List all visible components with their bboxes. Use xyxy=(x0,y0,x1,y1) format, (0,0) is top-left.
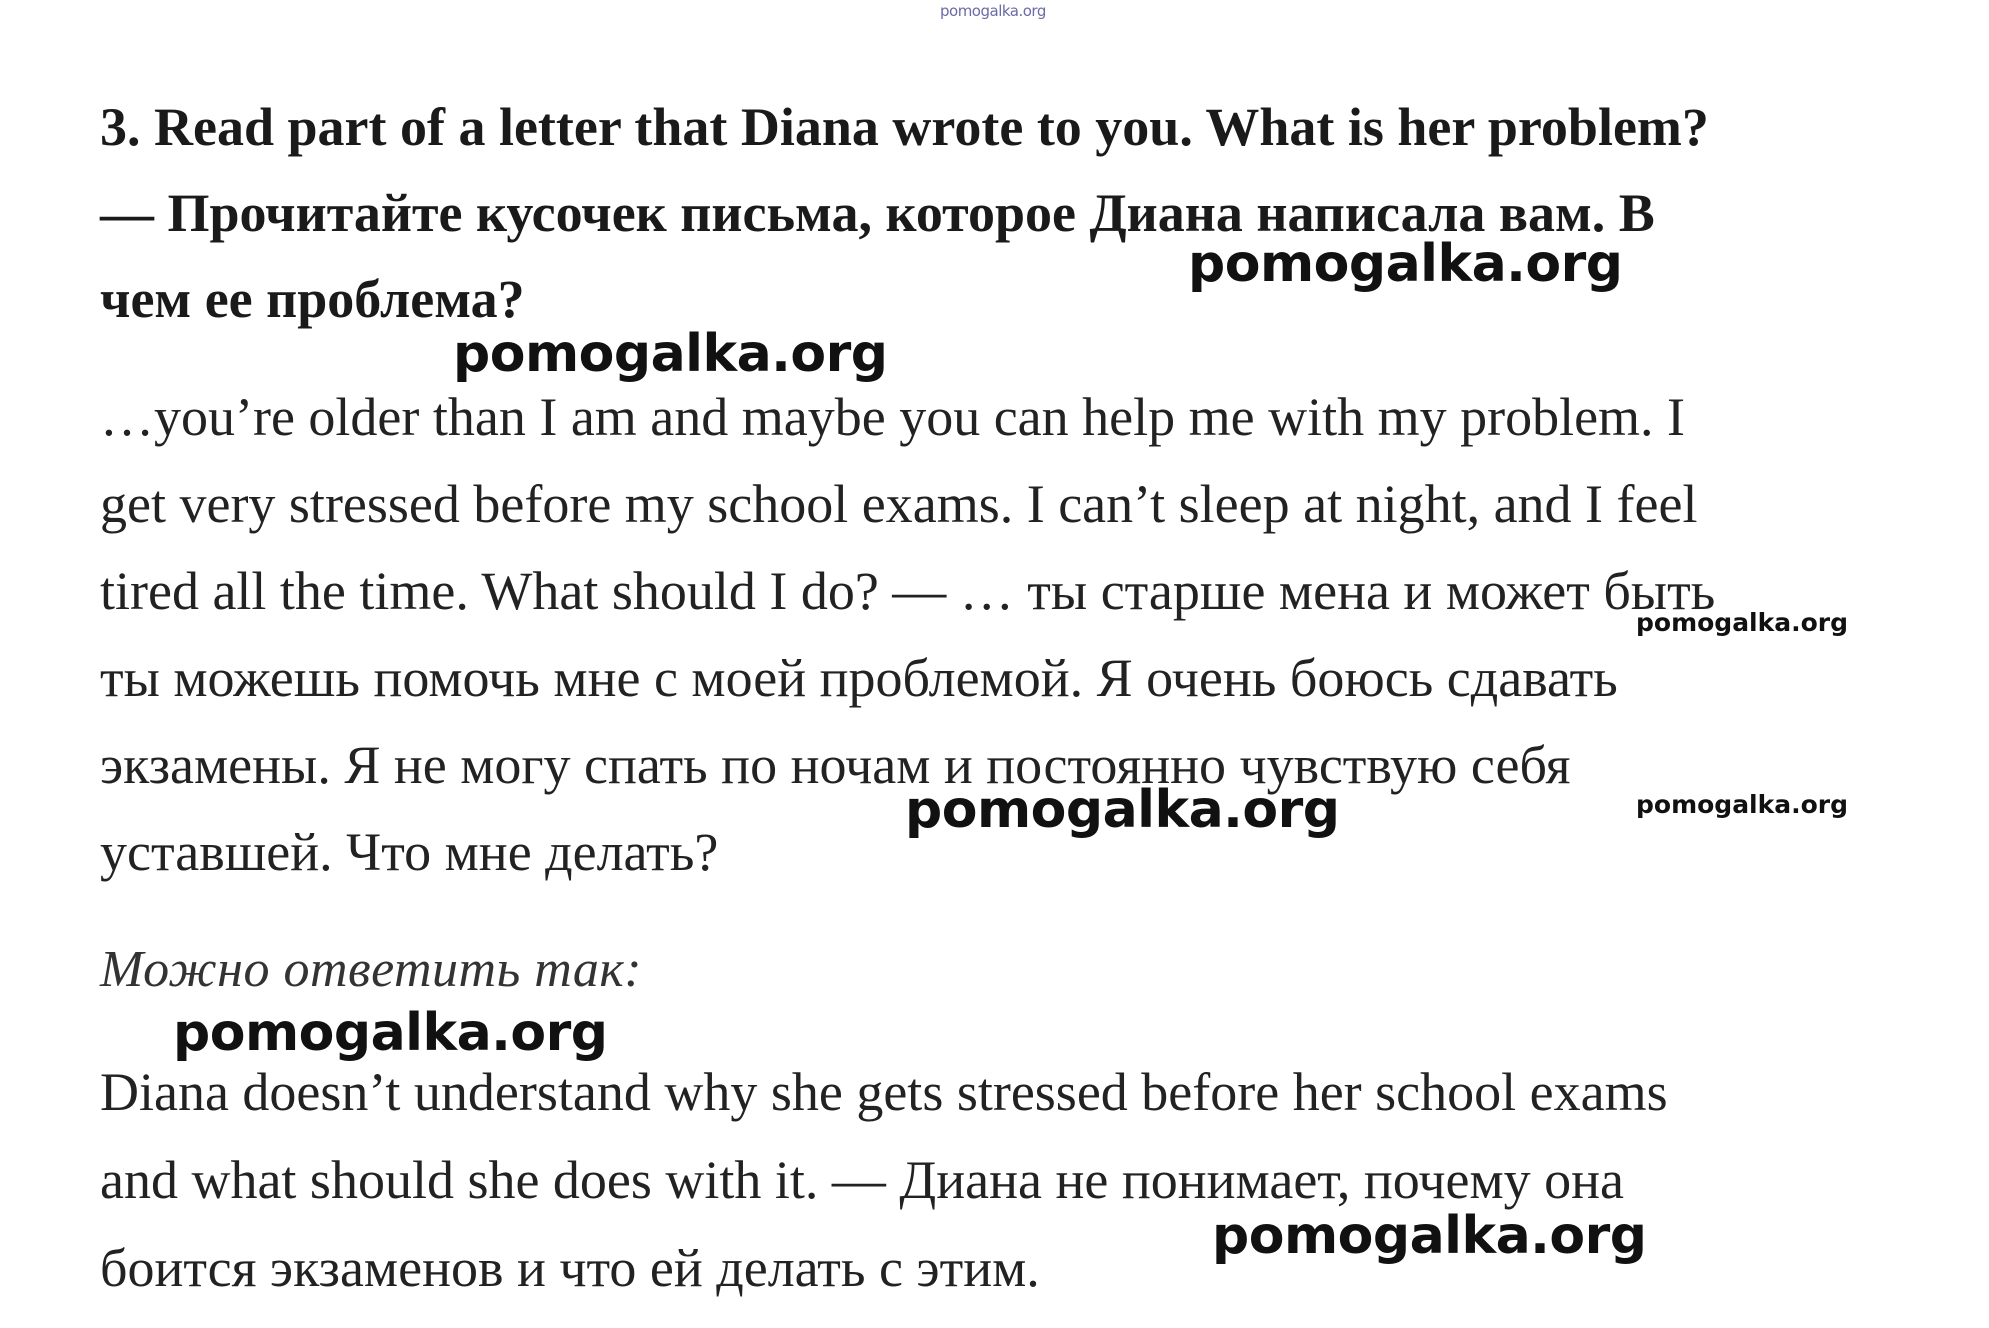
letter-line: tired all the time. What should I do? — … ты старше мена и может быть xyxy=(100,561,1716,621)
letter-line: уставшей. Что мне делать? xyxy=(100,822,719,882)
answer-line: and what should she does with it. — Диана не понимает, почему она xyxy=(100,1150,1624,1210)
watermark: pomogalka.org xyxy=(173,1003,608,1063)
heading-line: — Прочитайте кусочек письма, которое Диана написала вам. В xyxy=(100,183,1655,243)
watermark: pomogalka.org xyxy=(1188,234,1623,294)
answer-text xyxy=(100,1048,1880,1312)
exercise-heading xyxy=(100,84,1880,342)
letter-line: …you’re older than I am and maybe you can help me with my problem. I xyxy=(100,387,1686,447)
letter-line: ты можешь помочь мне с моей проблемой. Я очень боюсь сдавать xyxy=(100,648,1618,708)
answer-line: Diana doesn’t understand why she gets stressed before her school exams xyxy=(100,1062,1668,1122)
answer-line: боится экзаменов и что ей делать с этим. xyxy=(100,1238,1040,1298)
watermark: pomogalka.org xyxy=(453,324,888,384)
answer-label: Можно ответить так: xyxy=(100,941,643,998)
watermark: pomogalka.org xyxy=(1636,608,1849,637)
watermark: pomogalka.org xyxy=(905,780,1340,840)
top-watermark: pomogalka.org xyxy=(940,2,1046,20)
heading-line: чем ее проблема? xyxy=(100,269,525,329)
heading-line: 3. Read part of a letter that Diana wrote to you. What is her problem? xyxy=(100,97,1709,157)
watermark: pomogalka.org xyxy=(1212,1206,1647,1266)
letter-line: get very stressed before my school exams. I can’t sleep at night, and I feel xyxy=(100,474,1698,534)
watermark: pomogalka.org xyxy=(1636,790,1849,819)
letter-line: экзамены. Я не могу спать по ночам и постоянно чувствую себя xyxy=(100,735,1571,795)
